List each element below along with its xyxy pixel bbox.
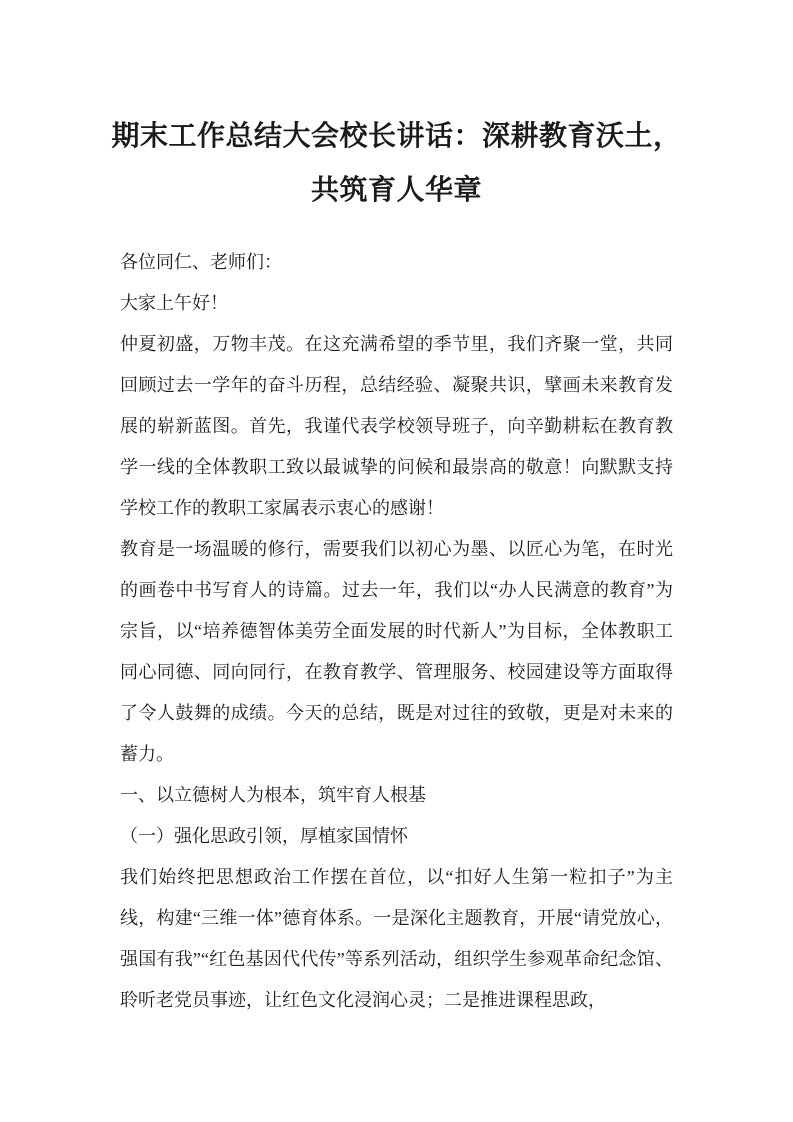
subsection-heading-1-1: （一）强化思政引领，厚植家国情怀 (120, 826, 408, 846)
paragraph-ideological-work: 我们始终把思想政治工作摆在首位，以“扣好人生第一粒扣子”为主线，构建“三维一体”德育体系。一是深化主题教育，开展“请党放心，强国有我”“红色基因代代传”等系列活动，组织学生参观革命纪念馆、聆听老党员事迹，让红色文化浸润心灵；二是推进课程思政， (120, 867, 673, 1010)
salutation-line: 各位同仁、老师们： (120, 252, 282, 272)
document-title: 期末工作总结大会校长讲话：深耕教育沃土，共筑育人华章 (111, 121, 682, 206)
paragraph-opening: 仲夏初盛，万物丰茂。在这充满希望的季节里，我们齐聚一堂，共同回顾过去一学年的奋斗历程，总结经验、凝聚共识，擘画未来教育发展的崭新蓝图。首先，我谨代表学校领导班子，向辛勤耕耘在教育教学一线的全体教职工致以最诚挚的问候和最崇高的敬意！向默默支持学校工作的教职工家属表示衷心的感谢！ (120, 334, 673, 518)
greeting-line: 大家上午好！ (120, 293, 228, 313)
section-heading-1: 一、以立德树人为根本，筑牢育人根基 (120, 785, 426, 805)
paragraph-overview: 教育是一场温暖的修行，需要我们以初心为墨、以匠心为笔，在时光的画卷中书写育人的诗篇。过去一年，我们以“办人民满意的教育”为宗旨，以“培养德智体美劳全面发展的时代新人”为目标，全体教职工同心同德、同向同行，在教育教学、管理服务、校园建设等方面取得了令人鼓舞的成绩。今天的总结，既是对过往的致敬，更是对未来的蓄力。 (120, 539, 673, 764)
